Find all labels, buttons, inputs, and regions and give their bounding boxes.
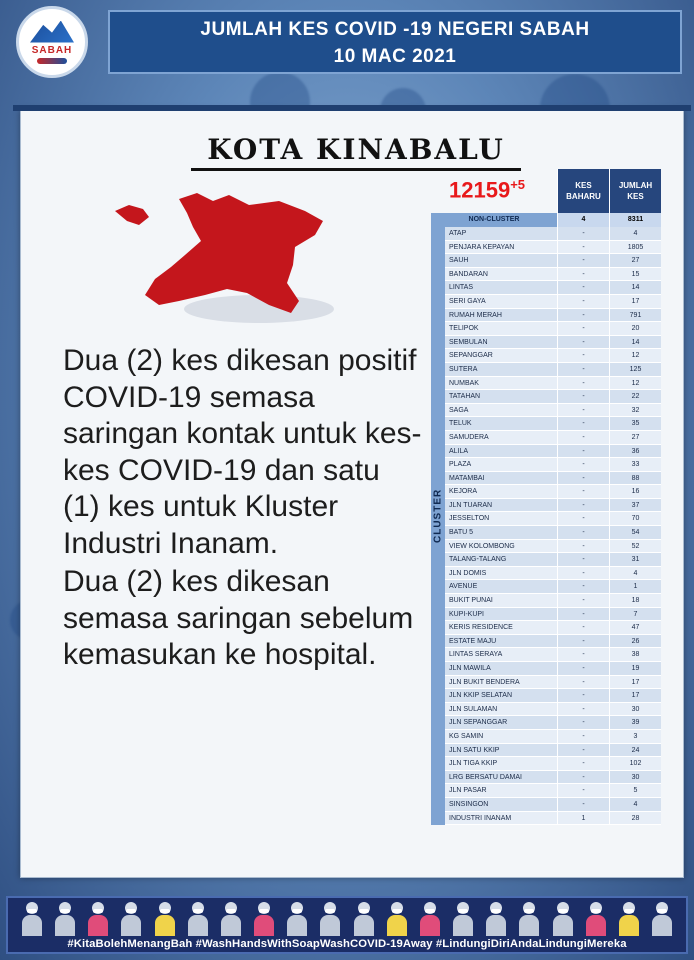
table-row xyxy=(445,377,661,391)
person-icon xyxy=(385,902,409,936)
person-icon xyxy=(20,902,44,936)
cluster-new-cases: - xyxy=(557,458,609,471)
cluster-total-cases: 33 xyxy=(609,458,661,471)
col-new-cases: KES BAHARU xyxy=(557,169,609,213)
cluster-new-cases: - xyxy=(557,445,609,458)
table-row xyxy=(445,635,661,649)
cluster-new-cases: 1 xyxy=(557,812,609,825)
cluster-total-cases: 18 xyxy=(609,594,661,607)
table-row xyxy=(445,784,661,798)
cluster-name: JLN TIGA KKIP xyxy=(449,760,498,768)
person-icon xyxy=(119,902,143,936)
table-row xyxy=(445,241,661,255)
cluster-new-cases: - xyxy=(557,771,609,784)
total-cases xyxy=(449,177,525,203)
header-title: JUMLAH KES COVID -19 NEGERI SABAH xyxy=(200,19,590,40)
cluster-total-cases: 27 xyxy=(609,431,661,444)
non-cluster-new: 4 xyxy=(557,213,609,227)
person-icon xyxy=(418,902,442,936)
person-icon xyxy=(219,902,243,936)
cluster-new-cases: - xyxy=(557,662,609,675)
cluster-name: ALILA xyxy=(449,447,469,455)
person-icon xyxy=(352,902,376,936)
cluster-new-cases: - xyxy=(557,322,609,335)
person-icon xyxy=(186,902,210,936)
col-total-cases: JUMLAH KES xyxy=(609,169,661,213)
total-value: 12159 xyxy=(449,177,511,203)
cluster-total-cases: 17 xyxy=(609,295,661,308)
cluster-total-cases: 28 xyxy=(609,812,661,825)
cluster-total-cases: 4 xyxy=(609,227,661,240)
non-cluster-row xyxy=(431,213,661,227)
cluster-total-cases: 125 xyxy=(609,363,661,376)
cluster-total-cases: 24 xyxy=(609,744,661,757)
person-icon xyxy=(252,902,276,936)
cluster-name: PLAZA xyxy=(449,461,472,469)
logo-text: SABAH xyxy=(31,44,73,56)
cluster-name: JLN SEPANGGAR xyxy=(449,719,508,727)
cluster-side-label xyxy=(431,227,445,825)
cluster-total-cases: 1805 xyxy=(609,241,661,254)
person-icon xyxy=(650,902,674,936)
kota-kinabalu-map-icon xyxy=(109,191,349,341)
table-row xyxy=(445,309,661,323)
description-paragraph: Dua (2) kes dikesan semasa saringan sebelum kemasukan ke hospital. xyxy=(63,565,414,671)
table-row xyxy=(445,336,661,350)
cluster-name: SAUH xyxy=(449,257,469,265)
table-row xyxy=(445,757,661,771)
cluster-total-cases: 19 xyxy=(609,662,661,675)
cluster-new-cases: - xyxy=(557,689,609,702)
cluster-new-cases: - xyxy=(557,241,609,254)
cluster-total-cases: 37 xyxy=(609,499,661,512)
cluster-new-cases: - xyxy=(557,349,609,362)
cluster-new-cases: - xyxy=(557,798,609,811)
cluster-total-cases: 791 xyxy=(609,309,661,322)
table-row xyxy=(445,648,661,662)
cluster-total-cases: 27 xyxy=(609,254,661,267)
table-row xyxy=(445,485,661,499)
table-row xyxy=(445,390,661,404)
table-row xyxy=(445,594,661,608)
cluster-name: KEJORA xyxy=(449,488,478,496)
table-row xyxy=(445,363,661,377)
cluster-name: LRG BERSATU DAMAI xyxy=(449,773,522,781)
cluster-name: SERI GAYA xyxy=(449,297,486,305)
table-row xyxy=(445,526,661,540)
cluster-name: SAGA xyxy=(449,406,469,414)
person-icon xyxy=(617,902,641,936)
cluster-new-cases: - xyxy=(557,635,609,648)
table-row xyxy=(445,458,661,472)
footer-banner xyxy=(6,896,688,954)
cluster-name: VIEW KOLOMBONG xyxy=(449,542,515,550)
cluster-new-cases: - xyxy=(557,730,609,743)
table-row xyxy=(445,417,661,431)
table-header xyxy=(557,169,661,213)
table-row xyxy=(445,254,661,268)
cluster-total-cases: 16 xyxy=(609,485,661,498)
cluster-new-cases: - xyxy=(557,377,609,390)
table-row xyxy=(445,703,661,717)
cluster-total-cases: 4 xyxy=(609,798,661,811)
cluster-new-cases: - xyxy=(557,281,609,294)
cluster-new-cases: - xyxy=(557,227,609,240)
cluster-name: KUPI-KUPI xyxy=(449,610,485,618)
cluster-total-cases: 17 xyxy=(609,689,661,702)
cluster-new-cases: - xyxy=(557,472,609,485)
cluster-total-cases: 88 xyxy=(609,472,661,485)
person-icon xyxy=(584,902,608,936)
cluster-name: JESSELTON xyxy=(449,515,490,523)
cluster-name: JLN PASAR xyxy=(449,787,487,795)
cluster-new-cases: - xyxy=(557,540,609,553)
cluster-new-cases: - xyxy=(557,404,609,417)
cluster-new-cases: - xyxy=(557,553,609,566)
table-row xyxy=(445,445,661,459)
cluster-new-cases: - xyxy=(557,621,609,634)
non-cluster-total: 8311 xyxy=(609,213,661,227)
cluster-total-cases: 4 xyxy=(609,567,661,580)
cluster-total-cases: 22 xyxy=(609,390,661,403)
table-row xyxy=(445,512,661,526)
cluster-name: TATAHAN xyxy=(449,393,481,401)
cluster-total-cases: 47 xyxy=(609,621,661,634)
cluster-new-cases: - xyxy=(557,648,609,661)
cluster-total-cases: 32 xyxy=(609,404,661,417)
table-row xyxy=(445,689,661,703)
cluster-new-cases: - xyxy=(557,417,609,430)
person-icon xyxy=(484,902,508,936)
cluster-name: ESTATE MAJU xyxy=(449,637,497,645)
cluster-new-cases: - xyxy=(557,676,609,689)
table-row xyxy=(445,540,661,554)
cluster-new-cases: - xyxy=(557,431,609,444)
cluster-total-cases: 1 xyxy=(609,580,661,593)
cluster-total-cases: 30 xyxy=(609,703,661,716)
cluster-name: MATAMBAI xyxy=(449,474,485,482)
cluster-total-cases: 15 xyxy=(609,268,661,281)
table-row xyxy=(445,662,661,676)
table-row xyxy=(445,281,661,295)
person-icon xyxy=(451,902,475,936)
cluster-name: RUMAH MERAH xyxy=(449,311,502,319)
cluster-new-cases: - xyxy=(557,526,609,539)
cluster-new-cases: - xyxy=(557,499,609,512)
cluster-name: LINTAS SERAYA xyxy=(449,651,503,659)
cluster-name: BANDARAN xyxy=(449,270,488,278)
cluster-new-cases: - xyxy=(557,295,609,308)
table-row xyxy=(445,716,661,730)
header-date: 10 MAC 2021 xyxy=(333,46,457,67)
cluster-new-cases: - xyxy=(557,608,609,621)
cluster-total-cases: 102 xyxy=(609,757,661,770)
header-banner xyxy=(108,10,682,74)
cluster-total-cases: 36 xyxy=(609,445,661,458)
table-row xyxy=(445,404,661,418)
cluster-total-cases: 39 xyxy=(609,716,661,729)
cluster-new-cases: - xyxy=(557,336,609,349)
cluster-total-cases: 14 xyxy=(609,281,661,294)
table-row xyxy=(445,349,661,363)
swoosh-icon xyxy=(37,58,67,64)
table-row xyxy=(445,431,661,445)
hashtags: #KitaBolehMenangBah #WashHandsWithSoapWashCOVID-19Away #LindungiDiriAndaLindungiMereka xyxy=(67,938,627,950)
cluster-name: BUKIT PUNAI xyxy=(449,597,493,605)
cluster-total-cases: 17 xyxy=(609,676,661,689)
cluster-table xyxy=(431,169,661,825)
cluster-total-cases: 35 xyxy=(609,417,661,430)
cluster-name: KG SAMIN xyxy=(449,732,484,740)
cluster-total-cases: 54 xyxy=(609,526,661,539)
cluster-total-cases: 38 xyxy=(609,648,661,661)
cluster-new-cases: - xyxy=(557,594,609,607)
cluster-total-cases: 20 xyxy=(609,322,661,335)
table-row xyxy=(445,730,661,744)
table-row xyxy=(445,812,661,826)
cluster-total-cases: 7 xyxy=(609,608,661,621)
table-row xyxy=(445,580,661,594)
cluster-name: LINTAS xyxy=(449,284,473,292)
cluster-new-cases: - xyxy=(557,703,609,716)
worker-figures xyxy=(20,902,674,936)
cluster-name: SEMBULAN xyxy=(449,338,488,346)
content-panel xyxy=(20,110,684,878)
table-row xyxy=(445,744,661,758)
sabah-logo xyxy=(16,6,88,78)
cluster-new-cases: - xyxy=(557,512,609,525)
table-row xyxy=(445,499,661,513)
cluster-name: KERIS RESIDENCE xyxy=(449,624,513,632)
table-row xyxy=(445,268,661,282)
person-icon xyxy=(551,902,575,936)
cluster-name: JLN DOMIS xyxy=(449,569,487,577)
cluster-new-cases: - xyxy=(557,363,609,376)
mountain-icon xyxy=(30,21,74,43)
cluster-name: PENJARA KEPAYAN xyxy=(449,243,515,251)
cluster-name: SAMUDERA xyxy=(449,433,489,441)
cluster-total-cases: 70 xyxy=(609,512,661,525)
cluster-rows xyxy=(445,227,661,825)
cluster-total-cases: 12 xyxy=(609,349,661,362)
person-icon xyxy=(517,902,541,936)
total-delta: +5 xyxy=(510,177,526,192)
table-row xyxy=(445,621,661,635)
table-row xyxy=(445,608,661,622)
cluster-name: SUTERA xyxy=(449,365,478,373)
cluster-label: CLUSTER xyxy=(432,488,444,544)
table-row xyxy=(445,472,661,486)
cluster-new-cases: - xyxy=(557,580,609,593)
cluster-name: NUMBAK xyxy=(449,379,479,387)
cluster-name: JLN BUKIT BENDERA xyxy=(449,678,520,686)
cluster-total-cases: 30 xyxy=(609,771,661,784)
cluster-name: JLN SULAMAN xyxy=(449,705,498,713)
cluster-name: SEPANGGAR xyxy=(449,352,493,360)
cluster-total-cases: 31 xyxy=(609,553,661,566)
cluster-name: TALANG-TALANG xyxy=(449,556,507,564)
cluster-total-cases: 12 xyxy=(609,377,661,390)
cluster-total-cases: 52 xyxy=(609,540,661,553)
table-row xyxy=(445,227,661,241)
cluster-name: JLN MAWILA xyxy=(449,665,491,672)
cluster-total-cases: 3 xyxy=(609,730,661,743)
cluster-total-cases: 14 xyxy=(609,336,661,349)
table-row xyxy=(445,567,661,581)
cluster-name: AVENUE xyxy=(449,583,478,591)
cluster-total-cases: 26 xyxy=(609,635,661,648)
cluster-name: ATAP xyxy=(449,230,467,237)
person-icon xyxy=(318,902,342,936)
non-cluster-label: NON-CLUSTER xyxy=(431,213,557,227)
cluster-name: JLN SATU KKIP xyxy=(449,746,500,754)
cluster-name: INDUSTRI INANAM xyxy=(449,814,512,822)
cluster-new-cases: - xyxy=(557,309,609,322)
cluster-new-cases: - xyxy=(557,757,609,770)
cluster-name: BATU 5 xyxy=(449,529,473,537)
cluster-new-cases: - xyxy=(557,716,609,729)
cluster-new-cases: - xyxy=(557,390,609,403)
cluster-body xyxy=(431,227,661,825)
table-row xyxy=(445,322,661,336)
cluster-name: TELUK xyxy=(449,420,472,428)
table-row xyxy=(445,771,661,785)
cluster-new-cases: - xyxy=(557,567,609,580)
person-icon xyxy=(53,902,77,936)
table-row xyxy=(445,553,661,567)
description-paragraph: Dua (2) kes dikesan positif COVID-19 semasa saringan kontak untuk kes-kes COVID-19 dan satu (1) kes untuk Kluster Industri Inanam. xyxy=(63,344,422,560)
cluster-new-cases: - xyxy=(557,744,609,757)
page-title: KOTA KINABALU xyxy=(191,133,521,171)
table-row xyxy=(445,798,661,812)
cluster-name: JLN TUARAN xyxy=(449,501,493,509)
cluster-name: JLN KKIP SELATAN xyxy=(449,692,513,700)
cluster-name: TELIPOK xyxy=(449,325,479,333)
person-icon xyxy=(86,902,110,936)
cluster-new-cases: - xyxy=(557,784,609,797)
cluster-new-cases: - xyxy=(557,485,609,498)
cluster-new-cases: - xyxy=(557,268,609,281)
table-row xyxy=(445,676,661,690)
person-icon xyxy=(153,902,177,936)
cluster-new-cases: - xyxy=(557,254,609,267)
table-row xyxy=(445,295,661,309)
cluster-name: SINSINGON xyxy=(449,800,489,808)
person-icon xyxy=(285,902,309,936)
case-description xyxy=(63,343,423,676)
cluster-total-cases: 5 xyxy=(609,784,661,797)
